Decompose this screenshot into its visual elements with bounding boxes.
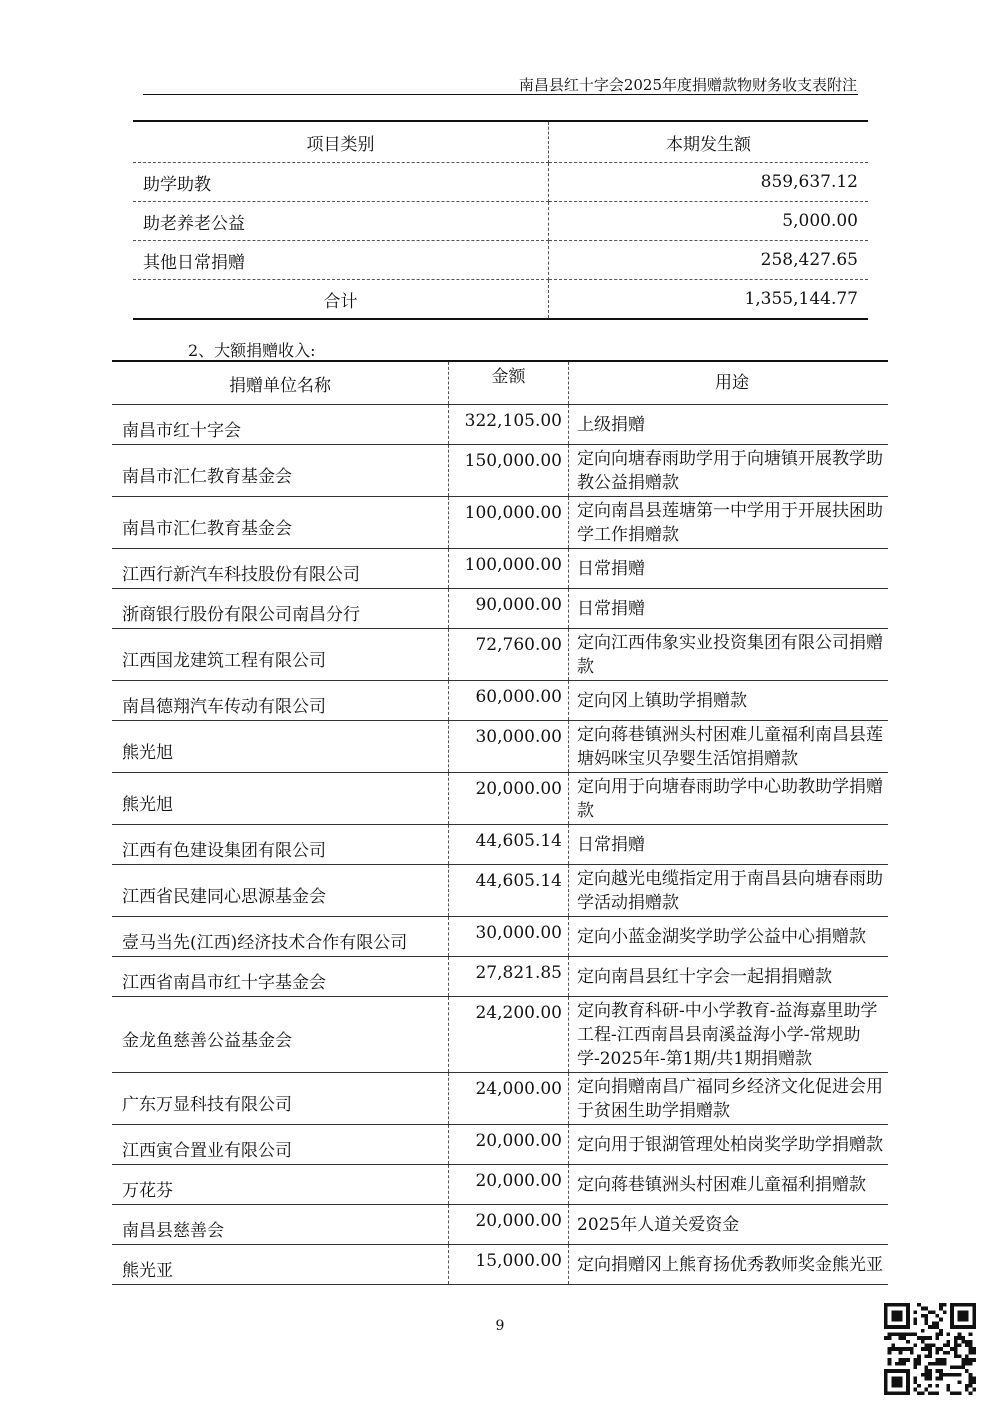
category-cell: 助老养老公益 [133, 202, 549, 241]
donor-name-cell: 江西寅合置业有限公司 [112, 1125, 449, 1165]
amount-cell: 30,000.00 [449, 917, 569, 957]
section-heading: 2、大额捐赠收入: [188, 341, 316, 360]
donor-name-cell: 江西省民建同心思源基金会 [112, 865, 449, 917]
donor-name-cell: 万花芬 [112, 1165, 449, 1205]
header-divider [143, 94, 858, 95]
amount-cell: 150,000.00 [449, 445, 569, 497]
table-row [112, 1245, 888, 1285]
amount-cell: 20,000.00 [449, 1165, 569, 1205]
purpose-cell: 定向用于向塘春雨助学中心助教助学捐赠款 [569, 773, 889, 825]
amount-cell: 27,821.85 [449, 957, 569, 997]
large-donation-table [112, 360, 888, 1285]
purpose-cell: 定向教育科研-中小学教育-益海嘉里助学工程-江西南昌县南溪益海小学-常规助学-2025年-第1期/共1期捐赠款 [569, 997, 889, 1073]
table-header-row [112, 361, 888, 405]
amount-cell: 20,000.00 [449, 773, 569, 825]
table-row [112, 773, 888, 825]
donor-name-cell: 南昌市红十字会 [112, 405, 449, 445]
table-row [112, 721, 888, 773]
purpose-cell: 定向用于银湖管理处柏岗奖学助学捐赠款 [569, 1125, 889, 1165]
table-row [112, 957, 888, 997]
table-row [112, 1073, 888, 1125]
purpose-cell: 定向南昌县莲塘第一中学用于开展扶困助学工作捐赠款 [569, 497, 889, 549]
table-row [112, 1205, 888, 1245]
table-row [133, 241, 868, 280]
amount-cell: 15,000.00 [449, 1245, 569, 1285]
donor-name-cell: 南昌市汇仁教育基金会 [112, 445, 449, 497]
table-row [112, 917, 888, 957]
column-header-purpose: 用途 [569, 361, 889, 405]
column-header-donor: 捐赠单位名称 [112, 361, 449, 405]
document-header-title: 南昌县红十字会2025年度捐赠款物财务收支表附注 [518, 76, 857, 94]
amount-cell: 24,000.00 [449, 1073, 569, 1125]
category-summary-table [133, 120, 868, 320]
table-row [112, 405, 888, 445]
table-row [112, 589, 888, 629]
table-row [133, 163, 868, 202]
amount-cell: 72,760.00 [449, 629, 569, 681]
table-header-row [133, 121, 868, 163]
table-row [112, 629, 888, 681]
column-header-amount: 金额 [449, 361, 569, 405]
table-row [112, 681, 888, 721]
table-row [133, 202, 868, 241]
table-row [112, 445, 888, 497]
qr-code [884, 1303, 976, 1395]
donor-name-cell: 浙商银行股份有限公司南昌分行 [112, 589, 449, 629]
donor-name-cell: 熊光旭 [112, 773, 449, 825]
purpose-cell: 日常捐赠 [569, 825, 889, 865]
table-row [112, 1125, 888, 1165]
table-row [112, 997, 888, 1073]
purpose-cell: 定向冈上镇助学捐赠款 [569, 681, 889, 721]
column-header-amount: 本期发生额 [549, 121, 869, 163]
table-row [112, 1165, 888, 1205]
donor-name-cell: 南昌德翔汽车传动有限公司 [112, 681, 449, 721]
amount-cell: 322,105.00 [449, 405, 569, 445]
total-label: 合计 [133, 280, 549, 320]
purpose-cell: 定向蒋巷镇洲头村困难儿童福利捐赠款 [569, 1165, 889, 1205]
donor-name-cell: 广东万显科技有限公司 [112, 1073, 449, 1125]
amount-cell: 30,000.00 [449, 721, 569, 773]
purpose-cell: 日常捐赠 [569, 589, 889, 629]
total-row [133, 280, 868, 320]
purpose-cell: 定向捐赠南昌广福同乡经济文化促进会用于贫困生助学捐赠款 [569, 1073, 889, 1125]
amount-cell: 90,000.00 [449, 589, 569, 629]
amount-cell: 859,637.12 [549, 163, 869, 202]
donor-name-cell: 江西行新汽车科技股份有限公司 [112, 549, 449, 589]
amount-cell: 258,427.65 [549, 241, 869, 280]
donor-name-cell: 南昌县慈善会 [112, 1205, 449, 1245]
purpose-cell: 定向越光电缆指定用于南昌县向塘春雨助学活动捐赠款 [569, 865, 889, 917]
purpose-cell: 定向蒋巷镇洲头村困难儿童福利南昌县莲塘妈咪宝贝孕婴生活馆捐赠款 [569, 721, 889, 773]
total-amount: 1,355,144.77 [744, 289, 858, 309]
purpose-cell: 定向江西伟象实业投资集团有限公司捐赠款 [569, 629, 889, 681]
amount-cell: 60,000.00 [449, 681, 569, 721]
purpose-cell: 日常捐赠 [569, 549, 889, 589]
amount-cell: 24,200.00 [449, 997, 569, 1073]
purpose-cell: 2025年人道关爱资金 [569, 1205, 889, 1245]
table-row [112, 865, 888, 917]
donor-name-cell: 金龙鱼慈善公益基金会 [112, 997, 449, 1073]
donor-name-cell: 江西省南昌市红十字基金会 [112, 957, 449, 997]
amount-cell: 20,000.00 [449, 1205, 569, 1245]
amount-cell: 5,000.00 [549, 202, 869, 241]
amount-cell: 20,000.00 [449, 1125, 569, 1165]
purpose-cell: 上级捐赠 [569, 405, 889, 445]
purpose-cell: 定向捐赠冈上熊育扬优秀教师奖金熊光亚 [569, 1245, 889, 1285]
table-row [112, 825, 888, 865]
table-row [112, 549, 888, 589]
page-number: 9 [495, 1318, 505, 1334]
purpose-cell: 定向小蓝金湖奖学助学公益中心捐赠款 [569, 917, 889, 957]
category-cell: 助学助教 [133, 163, 549, 202]
purpose-cell: 定向南昌县红十字会一起捐捐赠款 [569, 957, 889, 997]
donor-name-cell: 熊光旭 [112, 721, 449, 773]
amount-cell: 44,605.14 [449, 825, 569, 865]
table-row [112, 497, 888, 549]
category-cell: 其他日常捐赠 [133, 241, 549, 280]
donor-name-cell: 南昌市汇仁教育基金会 [112, 497, 449, 549]
purpose-cell: 定向向塘春雨助学用于向塘镇开展教学助教公益捐赠款 [569, 445, 889, 497]
amount-cell: 100,000.00 [449, 497, 569, 549]
column-header-category: 项目类别 [133, 121, 549, 163]
donor-name-cell: 壹马当先(江西)经济技术合作有限公司 [112, 917, 449, 957]
donor-name-cell: 江西有色建设集团有限公司 [112, 825, 449, 865]
amount-cell: 44,605.14 [449, 865, 569, 917]
donor-name-cell: 江西国龙建筑工程有限公司 [112, 629, 449, 681]
donor-name-cell: 熊光亚 [112, 1245, 449, 1285]
amount-cell: 100,000.00 [449, 549, 569, 589]
